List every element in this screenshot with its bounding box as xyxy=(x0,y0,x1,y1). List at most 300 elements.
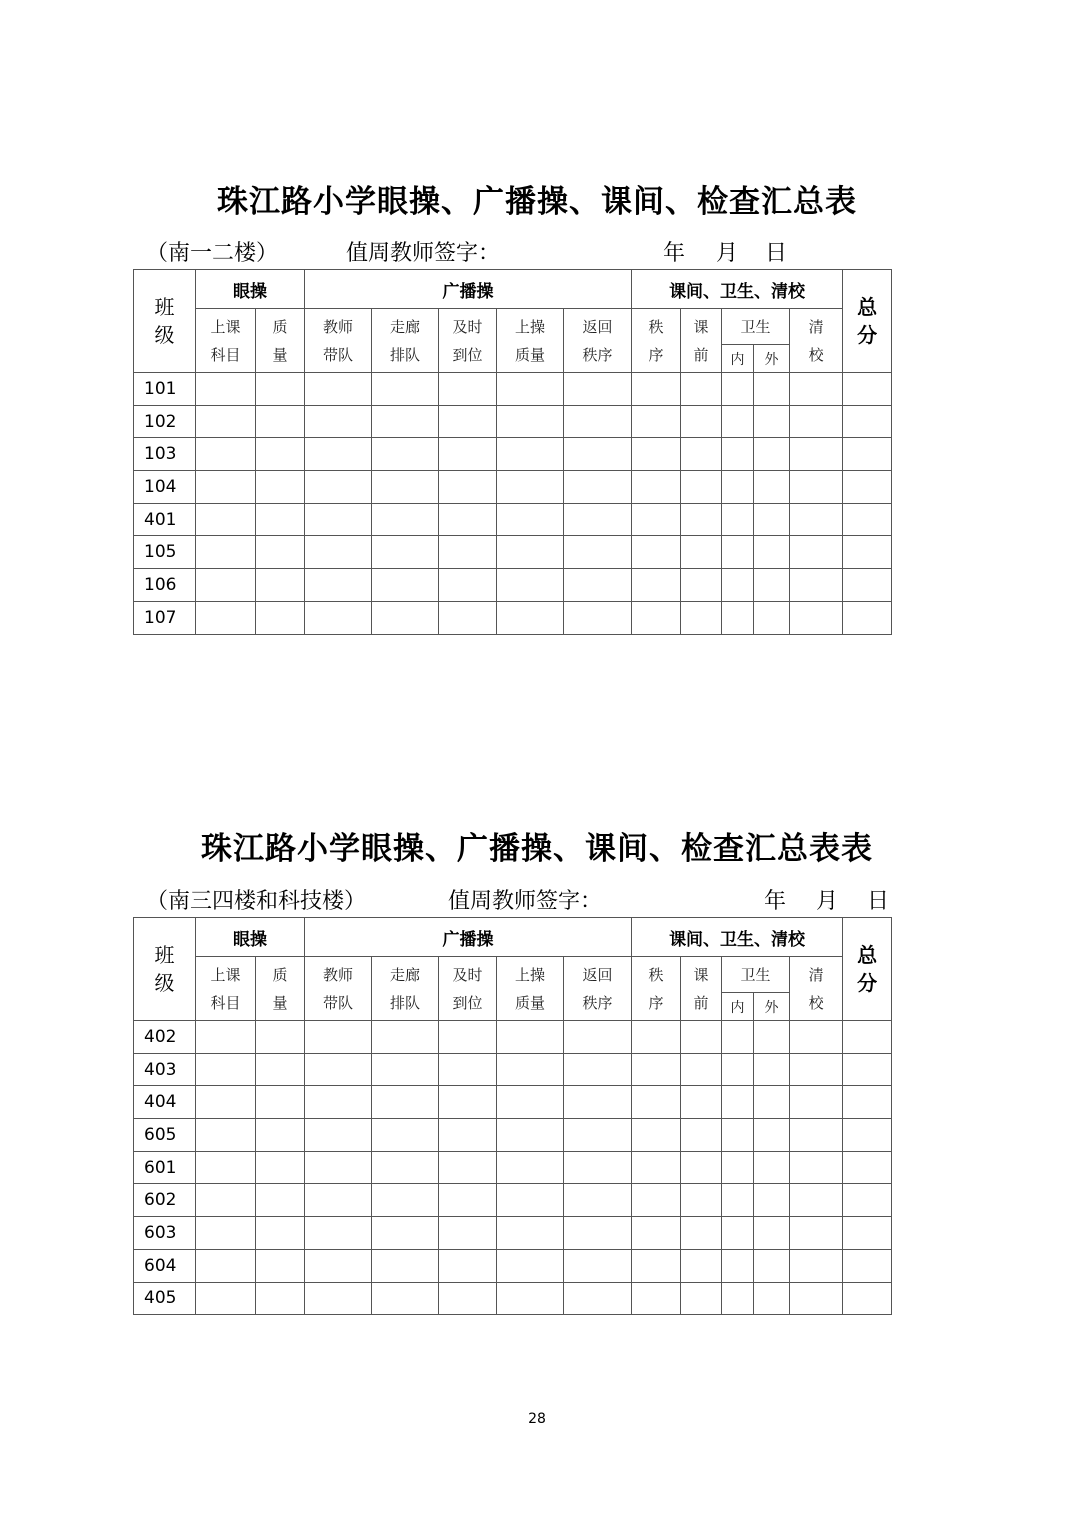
score-cell[interactable] xyxy=(372,438,439,471)
score-cell[interactable] xyxy=(305,503,372,536)
score-cell[interactable] xyxy=(372,569,439,602)
score-cell[interactable] xyxy=(632,1119,681,1152)
class-number: 604 xyxy=(134,1249,196,1282)
total-header xyxy=(843,270,892,373)
score-cell[interactable] xyxy=(564,438,632,471)
score-cell[interactable] xyxy=(754,1151,790,1184)
class-number: 603 xyxy=(134,1217,196,1250)
col-on-time: 及时 到位 xyxy=(439,957,497,1021)
score-cell[interactable] xyxy=(305,1184,372,1217)
score-cell[interactable] xyxy=(722,373,754,406)
score-cell[interactable] xyxy=(754,1086,790,1119)
col-clean-school: 清 校 xyxy=(790,309,843,373)
score-cell[interactable] xyxy=(256,1119,305,1152)
score-cell[interactable] xyxy=(722,601,754,634)
group-eye-exercise: 眼操 xyxy=(196,918,305,957)
class-number: 605 xyxy=(134,1119,196,1152)
score-cell[interactable] xyxy=(564,405,632,438)
score-cell[interactable] xyxy=(196,1249,256,1282)
table-row xyxy=(134,1249,892,1282)
score-cell[interactable] xyxy=(790,1151,843,1184)
class-number: 107 xyxy=(134,601,196,634)
score-cell[interactable] xyxy=(196,1217,256,1250)
score-cell[interactable] xyxy=(632,1282,681,1315)
score-cell[interactable] xyxy=(681,405,722,438)
score-cell[interactable] xyxy=(843,569,892,602)
table-row xyxy=(134,1119,892,1152)
score-cell[interactable] xyxy=(196,405,256,438)
score-cell[interactable] xyxy=(790,1217,843,1250)
score-cell[interactable] xyxy=(196,503,256,536)
col-teacher-lead: 教师 带队 xyxy=(305,957,372,1021)
score-cell[interactable] xyxy=(564,569,632,602)
score-cell[interactable] xyxy=(564,1086,632,1119)
score-cell[interactable] xyxy=(564,1249,632,1282)
score-cell[interactable] xyxy=(681,601,722,634)
score-cell[interactable] xyxy=(372,1119,439,1152)
score-cell[interactable] xyxy=(439,1086,497,1119)
score-cell[interactable] xyxy=(497,536,564,569)
score-cell[interactable] xyxy=(439,1282,497,1315)
score-cell[interactable] xyxy=(632,503,681,536)
score-cell[interactable] xyxy=(372,471,439,504)
score-cell[interactable] xyxy=(372,601,439,634)
score-cell[interactable] xyxy=(256,601,305,634)
score-cell[interactable] xyxy=(196,1282,256,1315)
score-cell[interactable] xyxy=(632,569,681,602)
score-cell[interactable] xyxy=(564,1021,632,1054)
score-cell[interactable] xyxy=(196,373,256,406)
score-cell[interactable] xyxy=(754,1053,790,1086)
score-cell[interactable] xyxy=(632,405,681,438)
score-cell[interactable] xyxy=(843,503,892,536)
score-cell[interactable] xyxy=(372,1249,439,1282)
score-cell[interactable] xyxy=(722,1249,754,1282)
score-cell[interactable] xyxy=(372,1021,439,1054)
col-return-order: 返回 秩序 xyxy=(564,309,632,373)
total-header-line1: 总 xyxy=(857,295,878,319)
score-cell[interactable] xyxy=(305,1086,372,1119)
score-cell[interactable] xyxy=(681,503,722,536)
table-row xyxy=(134,1217,892,1250)
score-cell[interactable] xyxy=(632,1151,681,1184)
score-cell[interactable] xyxy=(843,471,892,504)
score-cell[interactable] xyxy=(439,1217,497,1250)
score-cell[interactable] xyxy=(790,536,843,569)
score-cell[interactable] xyxy=(843,1086,892,1119)
score-cell[interactable] xyxy=(497,1282,564,1315)
score-cell[interactable] xyxy=(256,1217,305,1250)
score-cell[interactable] xyxy=(722,569,754,602)
score-cell[interactable] xyxy=(843,1053,892,1086)
score-cell[interactable] xyxy=(564,536,632,569)
score-cell[interactable] xyxy=(632,438,681,471)
score-cell[interactable] xyxy=(439,1053,497,1086)
score-cell[interactable] xyxy=(722,405,754,438)
score-cell[interactable] xyxy=(256,536,305,569)
score-cell[interactable] xyxy=(256,1184,305,1217)
score-cell[interactable] xyxy=(632,373,681,406)
score-cell[interactable] xyxy=(754,373,790,406)
score-cell[interactable] xyxy=(843,1249,892,1282)
score-cell[interactable] xyxy=(843,373,892,406)
score-cell[interactable] xyxy=(305,471,372,504)
score-cell[interactable] xyxy=(564,1184,632,1217)
score-cell[interactable] xyxy=(564,503,632,536)
table-1-date-day: 日 xyxy=(765,241,788,266)
score-cell[interactable] xyxy=(497,601,564,634)
col-order: 秩 序 xyxy=(632,309,681,373)
score-cell[interactable] xyxy=(632,536,681,569)
score-cell[interactable] xyxy=(790,1249,843,1282)
class-number: 103 xyxy=(134,438,196,471)
col-corridor-line: 走廊 排队 xyxy=(372,309,439,373)
score-cell[interactable] xyxy=(722,1282,754,1315)
class-number: 403 xyxy=(134,1053,196,1086)
score-cell[interactable] xyxy=(196,1119,256,1152)
score-cell[interactable] xyxy=(372,1282,439,1315)
score-cell[interactable] xyxy=(632,1249,681,1282)
score-cell[interactable] xyxy=(754,569,790,602)
group-eye-exercise: 眼操 xyxy=(196,270,305,309)
col-hygiene: 卫生 xyxy=(722,957,790,993)
col-eye-quality: 质 量 xyxy=(256,309,305,373)
score-cell[interactable] xyxy=(564,1119,632,1152)
class-header-line1: 班 xyxy=(154,295,175,319)
score-cell[interactable] xyxy=(497,1217,564,1250)
score-cell[interactable] xyxy=(439,1249,497,1282)
col-before-class: 课 前 xyxy=(681,309,722,373)
score-cell[interactable] xyxy=(681,1021,722,1054)
table-1-date-year: 年 xyxy=(663,241,686,266)
score-cell[interactable] xyxy=(632,1021,681,1054)
score-cell[interactable] xyxy=(497,1119,564,1152)
score-cell[interactable] xyxy=(256,1282,305,1315)
table-2-title: 珠江路小学眼操、广播操、课间、检查汇总表表 xyxy=(201,831,873,867)
score-cell[interactable] xyxy=(754,536,790,569)
score-cell[interactable] xyxy=(439,1151,497,1184)
score-cell[interactable] xyxy=(843,536,892,569)
group-break-hygiene: 课间、卫生、清校 xyxy=(632,270,843,309)
score-cell[interactable] xyxy=(754,471,790,504)
score-cell[interactable] xyxy=(497,1151,564,1184)
col-hygiene-out: 外 xyxy=(754,345,790,373)
table-2-date-month: 月 xyxy=(816,889,839,914)
score-cell[interactable] xyxy=(790,373,843,406)
class-number: 405 xyxy=(134,1282,196,1315)
score-cell[interactable] xyxy=(754,1184,790,1217)
score-cell[interactable] xyxy=(372,373,439,406)
col-exercise-quality: 上操 质量 xyxy=(497,309,564,373)
col-return-order: 返回 秩序 xyxy=(564,957,632,1021)
score-cell[interactable] xyxy=(790,405,843,438)
score-cell[interactable] xyxy=(722,471,754,504)
score-cell[interactable] xyxy=(843,438,892,471)
score-cell[interactable] xyxy=(497,503,564,536)
score-cell[interactable] xyxy=(681,1086,722,1119)
score-cell[interactable] xyxy=(843,1119,892,1152)
score-cell[interactable] xyxy=(196,438,256,471)
score-cell[interactable] xyxy=(722,1151,754,1184)
score-cell[interactable] xyxy=(632,471,681,504)
score-cell[interactable] xyxy=(681,569,722,602)
col-hygiene-in: 内 xyxy=(722,345,754,373)
score-cell[interactable] xyxy=(843,405,892,438)
score-cell[interactable] xyxy=(305,373,372,406)
score-cell[interactable] xyxy=(564,601,632,634)
score-cell[interactable] xyxy=(790,438,843,471)
score-cell[interactable] xyxy=(754,601,790,634)
score-cell[interactable] xyxy=(681,1217,722,1250)
score-cell[interactable] xyxy=(256,1249,305,1282)
score-cell[interactable] xyxy=(681,1184,722,1217)
score-cell[interactable] xyxy=(196,1053,256,1086)
col-hygiene: 卫生 xyxy=(722,309,790,345)
score-cell[interactable] xyxy=(256,503,305,536)
score-cell[interactable] xyxy=(256,1021,305,1054)
score-cell[interactable] xyxy=(790,1086,843,1119)
score-cell[interactable] xyxy=(754,438,790,471)
score-cell[interactable] xyxy=(372,1217,439,1250)
score-cell[interactable] xyxy=(256,471,305,504)
score-cell[interactable] xyxy=(439,405,497,438)
score-cell[interactable] xyxy=(497,1053,564,1086)
score-cell[interactable] xyxy=(497,569,564,602)
score-cell[interactable] xyxy=(497,373,564,406)
class-number: 105 xyxy=(134,536,196,569)
score-cell[interactable] xyxy=(497,1249,564,1282)
score-cell[interactable] xyxy=(790,471,843,504)
score-cell[interactable] xyxy=(632,601,681,634)
score-cell[interactable] xyxy=(372,405,439,438)
score-cell[interactable] xyxy=(843,1184,892,1217)
col-on-time: 及时 到位 xyxy=(439,309,497,373)
score-cell[interactable] xyxy=(754,503,790,536)
score-cell[interactable] xyxy=(497,405,564,438)
score-cell[interactable] xyxy=(196,471,256,504)
score-cell[interactable] xyxy=(256,1086,305,1119)
class-header xyxy=(134,918,196,1021)
score-cell[interactable] xyxy=(843,1282,892,1315)
table-2-date-year: 年 xyxy=(764,889,787,914)
score-cell[interactable] xyxy=(196,1151,256,1184)
score-cell[interactable] xyxy=(305,405,372,438)
score-cell[interactable] xyxy=(305,1151,372,1184)
score-cell[interactable] xyxy=(256,1151,305,1184)
score-cell[interactable] xyxy=(681,1119,722,1152)
score-cell[interactable] xyxy=(843,1151,892,1184)
score-cell[interactable] xyxy=(754,1282,790,1315)
group-radio-exercise: 广播操 xyxy=(305,270,632,309)
score-cell[interactable] xyxy=(790,1053,843,1086)
table-row xyxy=(134,601,892,634)
col-corridor-line: 走廊 排队 xyxy=(372,957,439,1021)
total-header-line2: 分 xyxy=(857,323,878,347)
col-hygiene-in: 内 xyxy=(722,993,754,1021)
table-row xyxy=(134,569,892,602)
score-cell[interactable] xyxy=(439,601,497,634)
score-cell[interactable] xyxy=(305,569,372,602)
score-cell[interactable] xyxy=(256,1053,305,1086)
table-row xyxy=(134,1184,892,1217)
score-cell[interactable] xyxy=(439,1021,497,1054)
score-cell[interactable] xyxy=(497,1086,564,1119)
score-cell[interactable] xyxy=(681,1151,722,1184)
score-cell[interactable] xyxy=(439,569,497,602)
col-eye-subject: 上课 科目 xyxy=(196,957,256,1021)
score-cell[interactable] xyxy=(790,1021,843,1054)
class-header-line1: 班 xyxy=(154,943,175,967)
score-cell[interactable] xyxy=(372,1151,439,1184)
class-number: 101 xyxy=(134,373,196,406)
table-row xyxy=(134,438,892,471)
score-cell[interactable] xyxy=(790,601,843,634)
score-cell[interactable] xyxy=(754,1249,790,1282)
table-row xyxy=(134,1086,892,1119)
score-cell[interactable] xyxy=(439,438,497,471)
group-break-hygiene: 课间、卫生、清校 xyxy=(632,918,843,957)
score-cell[interactable] xyxy=(632,1217,681,1250)
table-2-signature-label: 值周教师签字： xyxy=(448,889,603,914)
score-cell[interactable] xyxy=(564,471,632,504)
score-cell[interactable] xyxy=(196,1021,256,1054)
score-cell[interactable] xyxy=(497,438,564,471)
score-cell[interactable] xyxy=(305,1282,372,1315)
score-cell[interactable] xyxy=(790,1184,843,1217)
score-cell[interactable] xyxy=(722,1021,754,1054)
score-cell[interactable] xyxy=(439,503,497,536)
class-number: 601 xyxy=(134,1151,196,1184)
score-cell[interactable] xyxy=(681,373,722,406)
score-cell[interactable] xyxy=(564,1282,632,1315)
score-cell[interactable] xyxy=(439,471,497,504)
score-cell[interactable] xyxy=(681,1053,722,1086)
score-cell[interactable] xyxy=(632,1086,681,1119)
score-cell[interactable] xyxy=(256,373,305,406)
score-cell[interactable] xyxy=(681,471,722,504)
score-cell[interactable] xyxy=(790,503,843,536)
score-cell[interactable] xyxy=(722,1053,754,1086)
table-row xyxy=(134,373,892,406)
score-cell[interactable] xyxy=(439,373,497,406)
score-cell[interactable] xyxy=(722,1086,754,1119)
total-header-line1: 总 xyxy=(857,943,878,967)
score-cell[interactable] xyxy=(790,569,843,602)
score-cell[interactable] xyxy=(497,471,564,504)
page-number: 28 xyxy=(528,1411,546,1427)
class-number: 102 xyxy=(134,405,196,438)
score-cell[interactable] xyxy=(372,536,439,569)
table-row xyxy=(134,1053,892,1086)
score-cell[interactable] xyxy=(681,1249,722,1282)
group-radio-exercise: 广播操 xyxy=(305,918,632,957)
score-cell[interactable] xyxy=(372,1053,439,1086)
score-cell[interactable] xyxy=(722,1119,754,1152)
score-cell[interactable] xyxy=(722,536,754,569)
col-teacher-lead: 教师 带队 xyxy=(305,309,372,373)
score-cell[interactable] xyxy=(256,438,305,471)
table-2-date-day: 日 xyxy=(867,889,890,914)
class-number: 401 xyxy=(134,503,196,536)
table-1-location: （南一二楼） xyxy=(146,241,279,266)
table-row xyxy=(134,1282,892,1315)
table-row xyxy=(134,503,892,536)
score-cell[interactable] xyxy=(564,1217,632,1250)
score-cell[interactable] xyxy=(722,438,754,471)
score-cell[interactable] xyxy=(196,569,256,602)
score-cell[interactable] xyxy=(754,1021,790,1054)
score-cell[interactable] xyxy=(305,536,372,569)
col-eye-quality: 质 量 xyxy=(256,957,305,1021)
score-cell[interactable] xyxy=(196,536,256,569)
col-exercise-quality: 上操 质量 xyxy=(497,957,564,1021)
score-cell[interactable] xyxy=(305,1249,372,1282)
score-cell[interactable] xyxy=(754,1217,790,1250)
score-cell[interactable] xyxy=(843,1217,892,1250)
score-cell[interactable] xyxy=(439,1184,497,1217)
score-cell[interactable] xyxy=(722,503,754,536)
score-cell[interactable] xyxy=(564,1053,632,1086)
score-cell[interactable] xyxy=(256,405,305,438)
score-cell[interactable] xyxy=(681,536,722,569)
score-cell[interactable] xyxy=(305,438,372,471)
score-cell[interactable] xyxy=(843,601,892,634)
score-cell[interactable] xyxy=(372,1086,439,1119)
score-cell[interactable] xyxy=(754,1119,790,1152)
class-number: 104 xyxy=(134,471,196,504)
score-cell[interactable] xyxy=(681,438,722,471)
score-cell[interactable] xyxy=(196,1184,256,1217)
score-cell[interactable] xyxy=(497,1184,564,1217)
class-number: 402 xyxy=(134,1021,196,1054)
total-header xyxy=(843,918,892,1021)
score-cell[interactable] xyxy=(790,1282,843,1315)
score-cell[interactable] xyxy=(305,1217,372,1250)
score-cell[interactable] xyxy=(632,1184,681,1217)
score-cell[interactable] xyxy=(754,405,790,438)
score-cell[interactable] xyxy=(372,503,439,536)
score-cell[interactable] xyxy=(497,1021,564,1054)
score-cell[interactable] xyxy=(305,601,372,634)
table-row xyxy=(134,1021,892,1054)
score-cell[interactable] xyxy=(564,373,632,406)
table-1-grid xyxy=(133,269,892,635)
table-row xyxy=(134,536,892,569)
class-number: 404 xyxy=(134,1086,196,1119)
score-cell[interactable] xyxy=(256,569,305,602)
score-cell[interactable] xyxy=(790,1119,843,1152)
table-row xyxy=(134,405,892,438)
score-cell[interactable] xyxy=(564,1151,632,1184)
score-cell[interactable] xyxy=(722,1184,754,1217)
score-cell[interactable] xyxy=(196,1086,256,1119)
score-cell[interactable] xyxy=(305,1021,372,1054)
table-row xyxy=(134,1151,892,1184)
col-clean-school: 清 校 xyxy=(790,957,843,1021)
score-cell[interactable] xyxy=(722,1217,754,1250)
score-cell[interactable] xyxy=(681,1282,722,1315)
score-cell[interactable] xyxy=(196,601,256,634)
score-cell[interactable] xyxy=(372,1184,439,1217)
col-order: 秩 序 xyxy=(632,957,681,1021)
score-cell[interactable] xyxy=(439,1119,497,1152)
score-cell[interactable] xyxy=(305,1119,372,1152)
score-cell[interactable] xyxy=(843,1021,892,1054)
col-before-class: 课 前 xyxy=(681,957,722,1021)
score-cell[interactable] xyxy=(439,536,497,569)
score-cell[interactable] xyxy=(632,1053,681,1086)
score-cell[interactable] xyxy=(305,1053,372,1086)
